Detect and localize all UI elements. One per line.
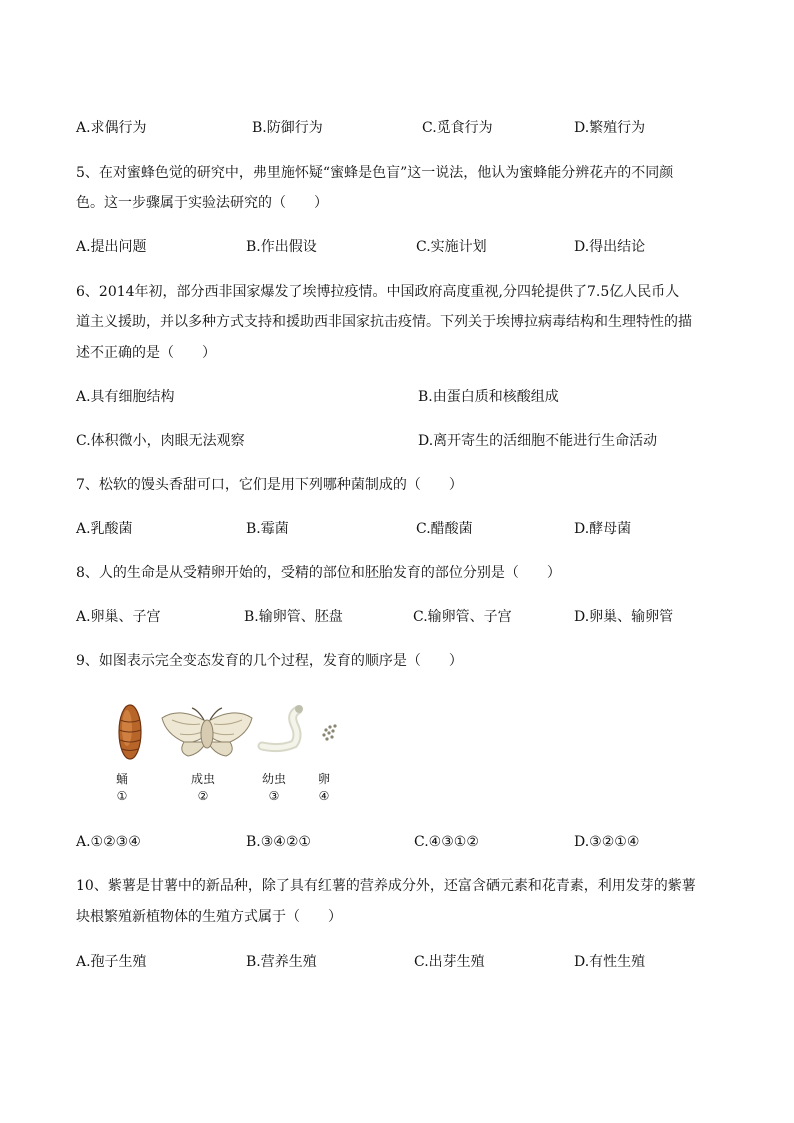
q7-options xyxy=(76,519,726,539)
q9-option-a[interactable]: A.①②③④ xyxy=(76,834,141,850)
q4-option-a[interactable]: A.求偶行为 xyxy=(76,120,147,136)
q6-option-c[interactable]: C.体积微小，肉眼无法观察 xyxy=(76,433,245,449)
q9-stem: 9、如图表示完全变态发育的几个过程，发育的顺序是（ ） xyxy=(76,653,463,669)
adult-number: ② xyxy=(197,789,209,803)
q5-stem-line-2: 色。这一步骤属于实验法研究的（ ） xyxy=(76,195,328,211)
q9-options xyxy=(76,832,726,852)
q10-option-a[interactable]: A.孢子生殖 xyxy=(76,954,147,970)
q5-option-b[interactable]: B.作出假设 xyxy=(246,239,317,255)
metamorphosis-illustration xyxy=(100,698,360,762)
q10-option-c[interactable]: C.出芽生殖 xyxy=(414,954,485,970)
q8-option-d[interactable]: D.卵巢、输卵管 xyxy=(574,609,674,625)
q6-stem-line-2: 道主义援助，并以多种方式支持和援助西非国家抗击疫情。下列关于埃博拉病毒结构和生理特性的描 xyxy=(76,314,692,330)
q7-stem: 7、松软的馒头香甜可口，它们是用下列哪种菌制成的（ ） xyxy=(76,477,463,493)
q6-option-d[interactable]: D.离开寄生的活细胞不能进行生命活动 xyxy=(418,433,658,449)
q10-option-d[interactable]: D.有性生殖 xyxy=(574,954,646,970)
q6-option-a[interactable]: A.具有细胞结构 xyxy=(76,389,175,405)
q9-option-d[interactable]: D.③②①④ xyxy=(574,834,640,850)
pupa-number: ① xyxy=(116,789,128,803)
q6-stem-line-3: 述不正确的是（ ） xyxy=(76,345,216,361)
q10-stem-line-1: 10、紫薯是甘薯中的新品种，除了具有红薯的营养成分外，还富含硒元素和花青素，利用发芽的紫薯 xyxy=(76,878,696,894)
q8-option-c[interactable]: C.输卵管、子宫 xyxy=(413,609,512,625)
egg-label: 卵 xyxy=(317,772,330,786)
q5-option-a[interactable]: A.提出问题 xyxy=(76,239,147,255)
pupa-label: 蛹 xyxy=(115,772,128,786)
larva-number: ③ xyxy=(268,789,280,803)
q7-option-d[interactable]: D.酵母菌 xyxy=(574,521,632,537)
q6-option-b[interactable]: B.由蛋白质和核酸组成 xyxy=(418,389,559,405)
adult-label: 成虫 xyxy=(190,772,215,786)
q6-options-row-1 xyxy=(76,387,726,407)
q4-option-c[interactable]: C.觅食行为 xyxy=(422,120,493,136)
q4-option-b[interactable]: B.防御行为 xyxy=(252,120,323,136)
q6-stem-line-1: 6、2014年初，部分西非国家爆发了埃博拉疫情。中国政府高度重视,分四轮提供了7.5亿人民币人 xyxy=(76,284,680,300)
pupa-image xyxy=(119,705,141,759)
eggs-image xyxy=(322,724,336,740)
q7-option-c[interactable]: C.醋酸菌 xyxy=(416,521,473,537)
q6-options-row-2 xyxy=(76,431,726,451)
larva-image xyxy=(262,705,303,748)
q5-options xyxy=(76,237,726,257)
metamorphosis-figure xyxy=(100,698,360,808)
q4-options xyxy=(76,118,726,138)
egg-number: ④ xyxy=(318,789,330,803)
q8-stem: 8、人的生命是从受精卵开始的，受精的部位和胚胎发育的部位分别是（ ） xyxy=(76,565,561,581)
q8-options xyxy=(76,607,726,627)
adult-moth-image xyxy=(162,708,252,756)
q10-options xyxy=(76,952,726,972)
q9-option-c[interactable]: C.④③①② xyxy=(414,834,479,850)
q7-option-a[interactable]: A.乳酸菌 xyxy=(76,521,133,537)
q10-option-b[interactable]: B.营养生殖 xyxy=(246,954,317,970)
q4-option-d[interactable]: D.繁殖行为 xyxy=(574,120,646,136)
q10-stem-line-2: 块根繁殖新植物体的生殖方式属于（ ） xyxy=(76,909,342,925)
q9-option-b[interactable]: B.③④②① xyxy=(246,834,311,850)
larva-label: 幼虫 xyxy=(261,772,286,786)
q7-option-b[interactable]: B.霉菌 xyxy=(246,521,289,537)
q8-option-b[interactable]: B.输卵管、胚盘 xyxy=(244,609,343,625)
q5-option-d[interactable]: D.得出结论 xyxy=(574,239,646,255)
q5-option-c[interactable]: C.实施计划 xyxy=(416,239,487,255)
q5-stem-line-1: 5、在对蜜蜂色觉的研究中，弗里施怀疑“蜜蜂是色盲”这一说法，他认为蜜蜂能分辨花卉的不同颜 xyxy=(76,165,674,181)
q8-option-a[interactable]: A.卵巢、子宫 xyxy=(76,609,161,625)
